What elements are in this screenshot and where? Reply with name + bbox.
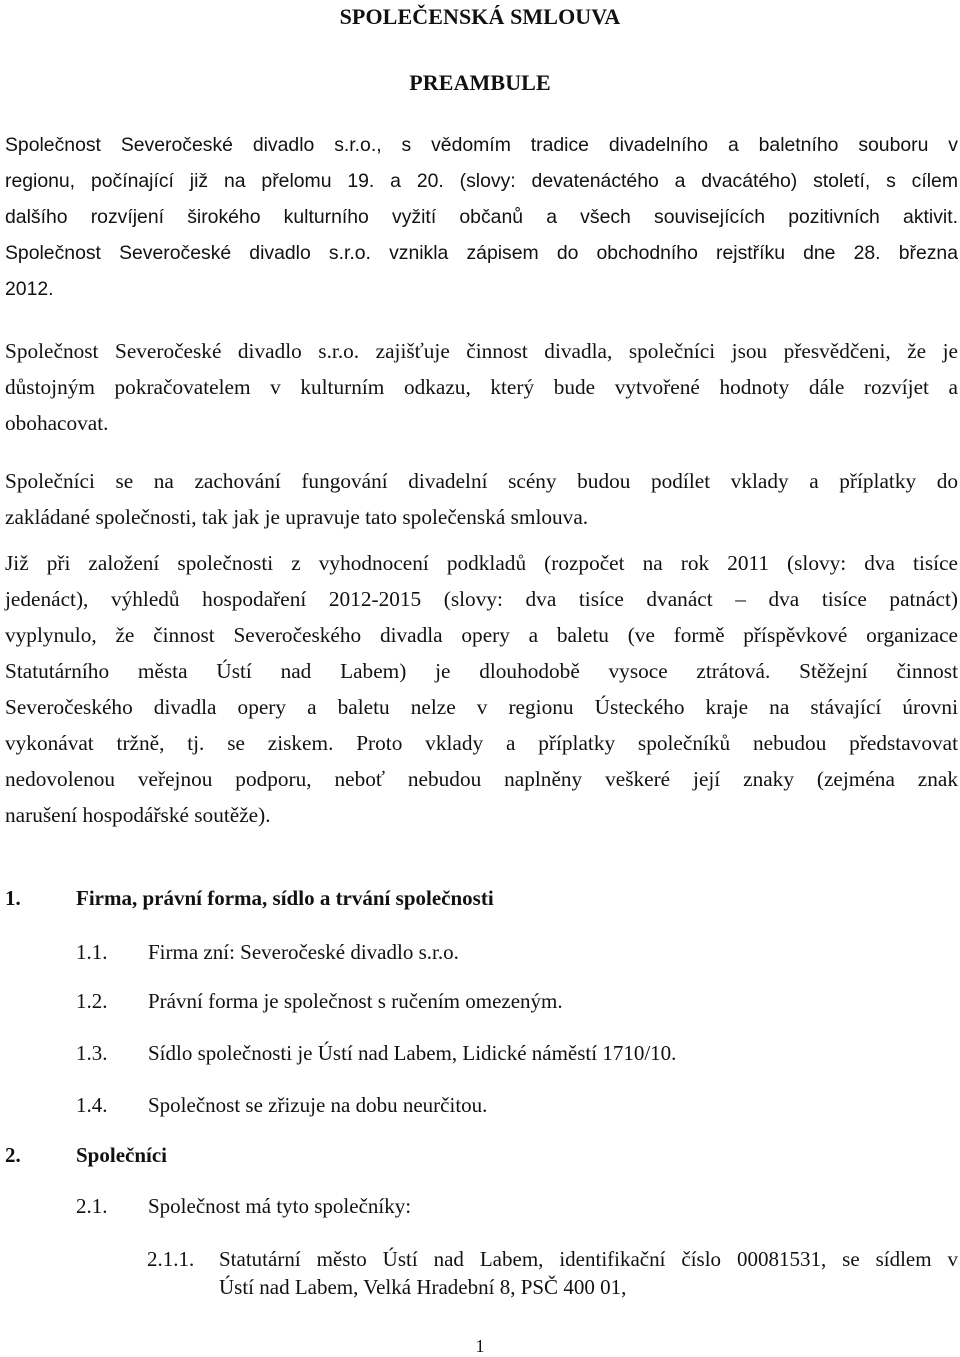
text-line: 2012. xyxy=(5,278,54,300)
text-line: narušení hospodářské soutěže). xyxy=(5,803,271,827)
document-title: SPOLEČENSKÁ SMLOUVA xyxy=(339,4,621,29)
text-line: Již při založení společnosti z vyhodnocení podkladů (rozpočet na rok 2011 (slovy: dva tisíce xyxy=(5,551,958,575)
text-line: důstojným pokračovatelem v kulturním odkazu, který bude vytvořené hodnoty dále rozvíjet a xyxy=(5,375,958,399)
item-number: 2.1. xyxy=(76,1194,108,1218)
text-line: Statutárního města Ústí nad Labem) je dlouhodobě vysoce ztrátová. Stěžejní činnost xyxy=(5,659,958,683)
item-text: Firma zní: Severočeské divadlo s.r.o. xyxy=(148,940,459,964)
text-line: Společnost Severočeské divadlo s.r.o. zajišťuje činnost divadla, společníci jsou přesvědčeni, že je xyxy=(5,339,958,363)
item-number: 1.1. xyxy=(76,940,108,964)
preamble-paragraph-1 xyxy=(5,127,958,307)
preamble-paragraph-2 xyxy=(5,333,958,441)
item-number: 1.2. xyxy=(76,989,108,1013)
item-text: Sídlo společnosti je Ústí nad Labem, Lidické náměstí 1710/10. xyxy=(148,1041,677,1065)
item-text: Společnost se zřizuje na dobu neurčitou. xyxy=(148,1093,488,1117)
item-number: 1.4. xyxy=(76,1093,108,1117)
text-line: Společníci se na zachování fungování divadelní scény budou podílet vklady a příplatky do xyxy=(5,469,958,493)
text-line: Společnost Severočeské divadlo s.r.o. vznikla zápisem do obchodního rejstříku dne 28. března xyxy=(5,242,958,264)
list-item xyxy=(76,1041,676,1066)
preamble-paragraph-3 xyxy=(5,463,958,535)
section-1-heading xyxy=(5,886,494,911)
section-2-heading xyxy=(5,1143,167,1168)
section-title: Firma, právní forma, sídlo a trvání společnosti xyxy=(76,886,494,910)
section-title: Společníci xyxy=(76,1143,168,1167)
text-line: dalšího rozvíjení širokého kulturního vyžití občanů a všech souvisejících pozitivních aktivit. xyxy=(5,206,958,228)
list-item xyxy=(76,1093,487,1118)
list-item xyxy=(76,989,563,1014)
text-line: jedenáct), výhledů hospodaření 2012-2015 (slovy: dva tisíce dvanáct – dva tisíce patnáct) xyxy=(5,587,958,611)
list-item xyxy=(76,1194,411,1219)
section-number: 1. xyxy=(5,886,21,910)
text-line: vykonávat tržně, tj. se ziskem. Proto vklady a příplatky společníků nebudou představovat xyxy=(5,731,958,755)
text-line: vyplynulo, že činnost Severočeského divadla opery a baletu (ve formě příspěvkové organizace xyxy=(5,623,958,647)
text-line: Ústí nad Labem, Velká Hradební 8, PSČ 400 01, xyxy=(219,1275,627,1299)
item-number: 2.1.1. xyxy=(147,1247,195,1271)
text-line: Společnost Severočeské divadlo s.r.o., s vědomím tradice divadelního a baletního souboru v xyxy=(5,134,958,156)
sub-list-item xyxy=(147,1245,958,1301)
text-line: Severočeského divadla opery a baletu nelze v regionu Ústeckého kraje na stávající úrovni xyxy=(5,695,958,719)
item-text: Společnost má tyto společníky: xyxy=(148,1194,412,1218)
item-number: 1.3. xyxy=(76,1041,108,1065)
page-number: 1 xyxy=(475,1336,485,1356)
section-number: 2. xyxy=(5,1143,21,1167)
text-line: obohacovat. xyxy=(5,411,109,435)
list-item xyxy=(76,940,459,965)
text-line: Statutární město Ústí nad Labem, identifikační číslo 00081531, se sídlem v xyxy=(219,1247,958,1271)
item-text xyxy=(219,1245,958,1301)
text-line: nedovolenou veřejnou podporu, neboť nebudou naplněny veškeré její znaky (zejména znak xyxy=(5,767,958,791)
preamble-paragraph-4 xyxy=(5,545,958,833)
preamble-heading: PREAMBULE xyxy=(409,70,551,95)
item-text: Právní forma je společnost s ručením omezeným. xyxy=(148,989,563,1013)
text-line: zakládané společnosti, tak jak je upravuje tato společenská smlouva. xyxy=(5,505,589,529)
text-line: regionu, počínající již na přelomu 19. a 20. (slovy: devatenáctého a dvacátého) století, s cílem xyxy=(5,170,958,192)
